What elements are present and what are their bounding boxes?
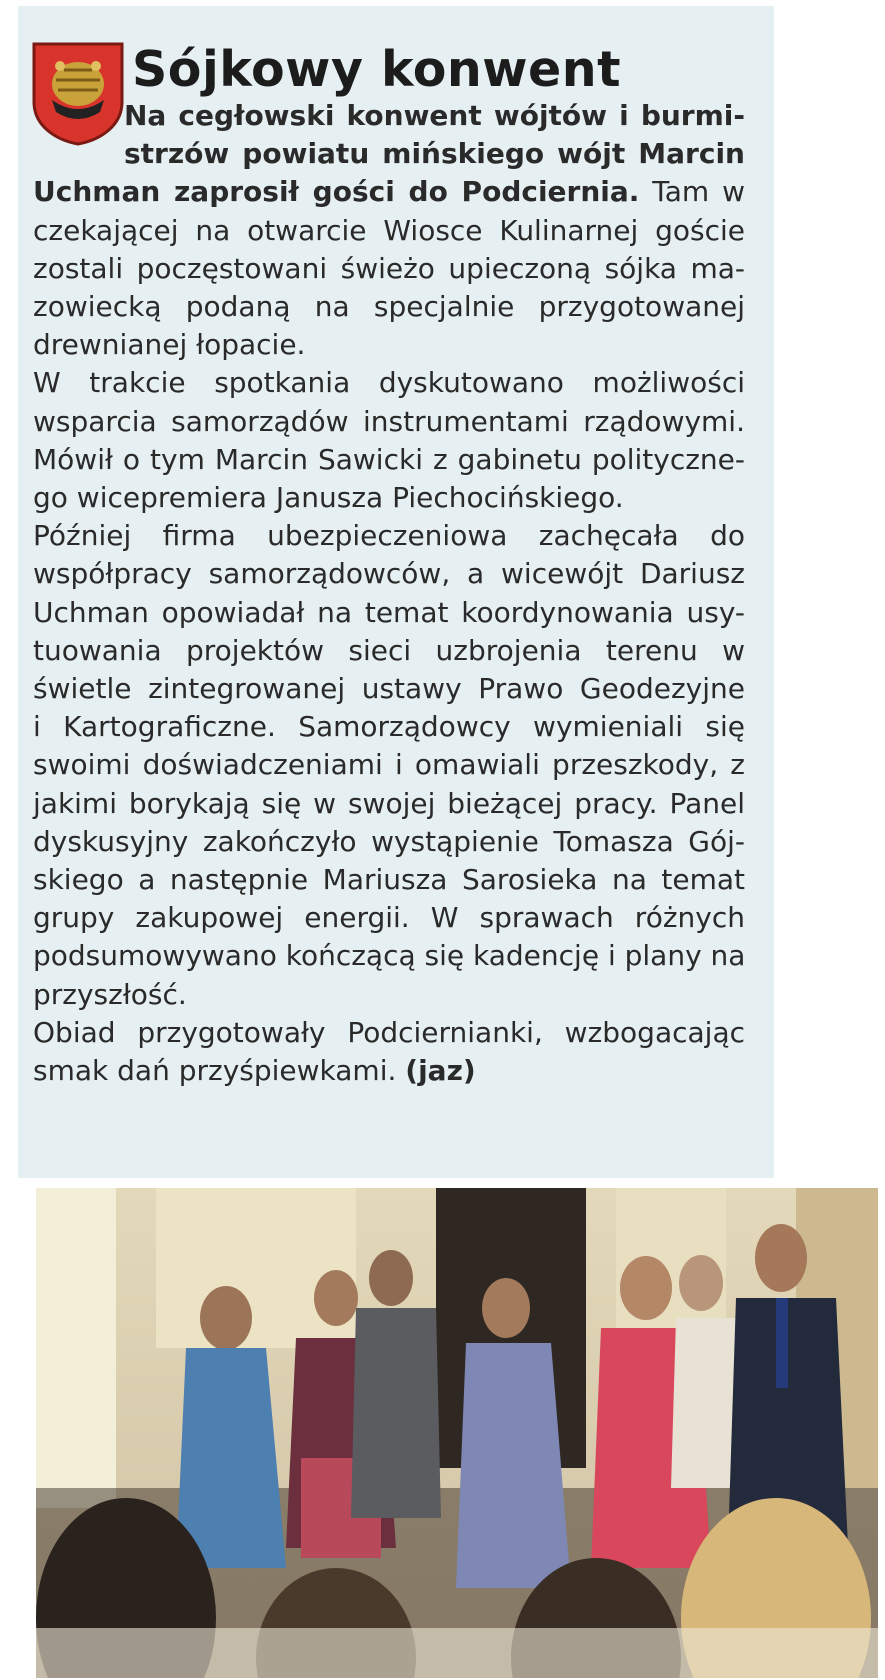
- article-line-text: go wicepremiera Janusza Piechocińskiego.: [33, 481, 624, 514]
- article-line-text: wsparcia samorządów instrumentami rządowymi.: [33, 404, 745, 438]
- article-line-text: Później firma ubezpieczeniowa zachęcała do: [33, 519, 745, 553]
- article-line-text: dyskusyjny zakończyło wystąpienie Tomasza Gój-: [33, 824, 745, 858]
- article-line: [33, 593, 745, 633]
- article-line-text: swoimi doświadczeniami i omawiali przeszkody, z: [33, 748, 745, 782]
- article-line-tail: Tam w: [639, 175, 745, 209]
- article-line: [33, 1013, 745, 1053]
- article-line: [33, 211, 745, 251]
- article-line: [33, 860, 745, 900]
- article-line: [33, 478, 745, 518]
- article-line-text: i Kartograficzne. Samorządowcy wymieniali się: [33, 710, 745, 744]
- article-line-text: zowiecką podaną na specjalnie przygotowanej: [33, 290, 745, 323]
- article-line-text: Mówił o tym Marcin Sawicki z gabinetu polityczne-: [33, 442, 745, 476]
- article-line-text: Na cegłowski konwent wójtów i burmi-: [124, 99, 745, 132]
- article-line: [33, 325, 745, 365]
- article-line-text: grupy zakupowej energii. W sprawach różnych: [33, 901, 745, 935]
- article-line: [124, 96, 745, 136]
- article-line-text: świetle zintegrowanej ustawy Prawo Geodezyjne: [33, 672, 745, 705]
- article-line-text: jakimi borykają się w swojej bieżącej pracy. Panel: [33, 786, 745, 820]
- article-line: [33, 898, 745, 938]
- event-photo: [36, 1188, 878, 1678]
- article-line-text: przyszłość.: [33, 977, 187, 1011]
- article-line: [33, 1051, 745, 1091]
- coat-of-arms-icon: [30, 40, 126, 146]
- article-line-text: tuowania projektów sieci uzbrojenia terenu w: [33, 633, 745, 667]
- article-line: [33, 516, 745, 556]
- article-line: [33, 822, 745, 862]
- article-line-text: W trakcie spotkania dyskutowano możliwości: [33, 366, 745, 400]
- article-line: [33, 745, 745, 785]
- article-line-text: skiego a następnie Mariusza Sarosieka na temat: [33, 863, 745, 896]
- article-line-text: czekającej na otwarcie Wiosce Kulinarnej goście: [33, 213, 745, 247]
- article-line-text: zostali poczęstowani świeżo upieczoną sójka ma-: [33, 251, 745, 285]
- article-line: [33, 402, 745, 442]
- article-line-text: smak dań przyśpiewkami.: [33, 1054, 406, 1087]
- article-line-text: współpracy samorządowców, a wicewójt Dariusz: [33, 557, 745, 591]
- article-title: Sójkowy konwent: [132, 41, 622, 98]
- article-line: [33, 707, 745, 747]
- author-signature: (jaz): [405, 1054, 476, 1087]
- article-line: [33, 631, 745, 671]
- article-line: [33, 669, 745, 709]
- article-line-text: Uchman zaprosił gości do Podciernia.: [33, 175, 640, 209]
- article-line-text: Obiad przygotowały Podciernianki, wzbogacając: [33, 1015, 745, 1049]
- article-line: [124, 134, 745, 174]
- article-line: [33, 363, 745, 403]
- article-line-text: strzów powiatu mińskiego wójt Marcin: [124, 137, 745, 171]
- article-line-text: drewnianej łopacie.: [33, 328, 306, 362]
- article-line: [33, 440, 745, 480]
- article-line: [33, 249, 745, 289]
- article-line: [33, 784, 745, 824]
- article-line: [33, 554, 745, 594]
- article-line-text: podsumowywano kończącą się kadencję i plany na: [33, 939, 746, 973]
- article-line: [33, 975, 745, 1015]
- article-line: [33, 936, 745, 976]
- article-line: [33, 287, 745, 327]
- article-line: [33, 172, 745, 212]
- article-line-text: Uchman opowiadał na temat koordynowania usy-: [33, 595, 745, 629]
